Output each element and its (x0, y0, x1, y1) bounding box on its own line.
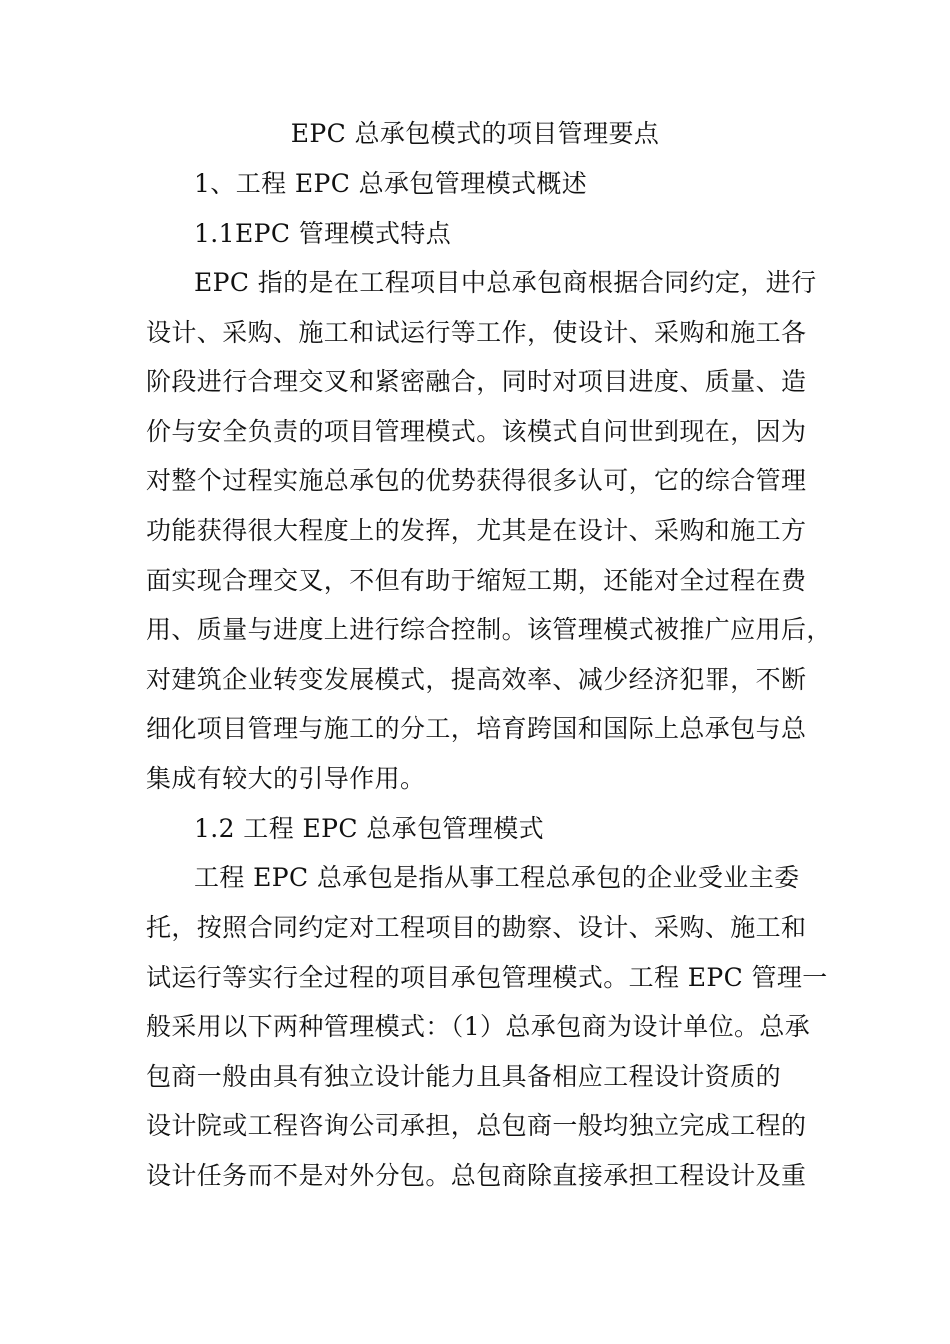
section-heading-1-1: 1.1EPC 管理模式特点 (194, 219, 452, 248)
paragraph-line: 价与安全负责的项目管理模式。该模式自问世到现在，因为 (146, 417, 807, 446)
paragraph-line: 阶段进行合理交叉和紧密融合，同时对项目进度、质量、造 (146, 367, 807, 396)
document-title: EPC 总承包模式的项目管理要点 (290, 119, 660, 148)
paragraph-line: 对建筑企业转变发展模式，提高效率、减少经济犯罪，不断 (146, 665, 807, 694)
paragraph-line: 细化项目管理与施工的分工，培育跨国和国际上总承包与总 (146, 714, 807, 743)
paragraph-line: 设计任务而不是对外分包。总包商除直接承担工程设计及重 (146, 1161, 807, 1190)
paragraph-line: 设计院或工程咨询公司承担，总包商一般均独立完成工程的 (146, 1111, 807, 1140)
paragraph-line: 包商一般由具有独立设计能力且具备相应工程设计资质的 (146, 1062, 782, 1091)
paragraph-line: 功能获得很大程度上的发挥，尤其是在设计、采购和施工方 (146, 516, 807, 545)
paragraph-line: EPC 指的是在工程项目中总承包商根据合同约定，进行 (194, 268, 817, 297)
paragraph-line: 般采用以下两种管理模式：（1）总承包商为设计单位。总承 (146, 1012, 811, 1041)
paragraph-line: 工程 EPC 总承包是指从事工程总承包的企业受业主委 (194, 863, 800, 892)
section-heading-1: 1、工程 EPC 总承包管理模式概述 (194, 169, 588, 198)
paragraph-line: 用、质量与进度上进行综合控制。该管理模式被推广应用后， (146, 615, 832, 644)
section-heading-1-2: 1.2 工程 EPC 总承包管理模式 (194, 814, 544, 843)
paragraph-line: 设计、采购、施工和试运行等工作，使设计、采购和施工各 (146, 318, 807, 347)
paragraph-line: 面实现合理交叉，不但有助于缩短工期，还能对全过程在费 (146, 566, 807, 595)
paragraph-line: 托，按照合同约定对工程项目的勘察、设计、采购、施工和 (146, 913, 807, 942)
paragraph-line: 试运行等实行全过程的项目承包管理模式。工程 EPC 管理一 (146, 963, 828, 992)
paragraph-line: 集成有较大的引导作用。 (146, 764, 426, 793)
paragraph-line: 对整个过程实施总承包的优势获得很多认可，它的综合管理 (146, 466, 807, 495)
